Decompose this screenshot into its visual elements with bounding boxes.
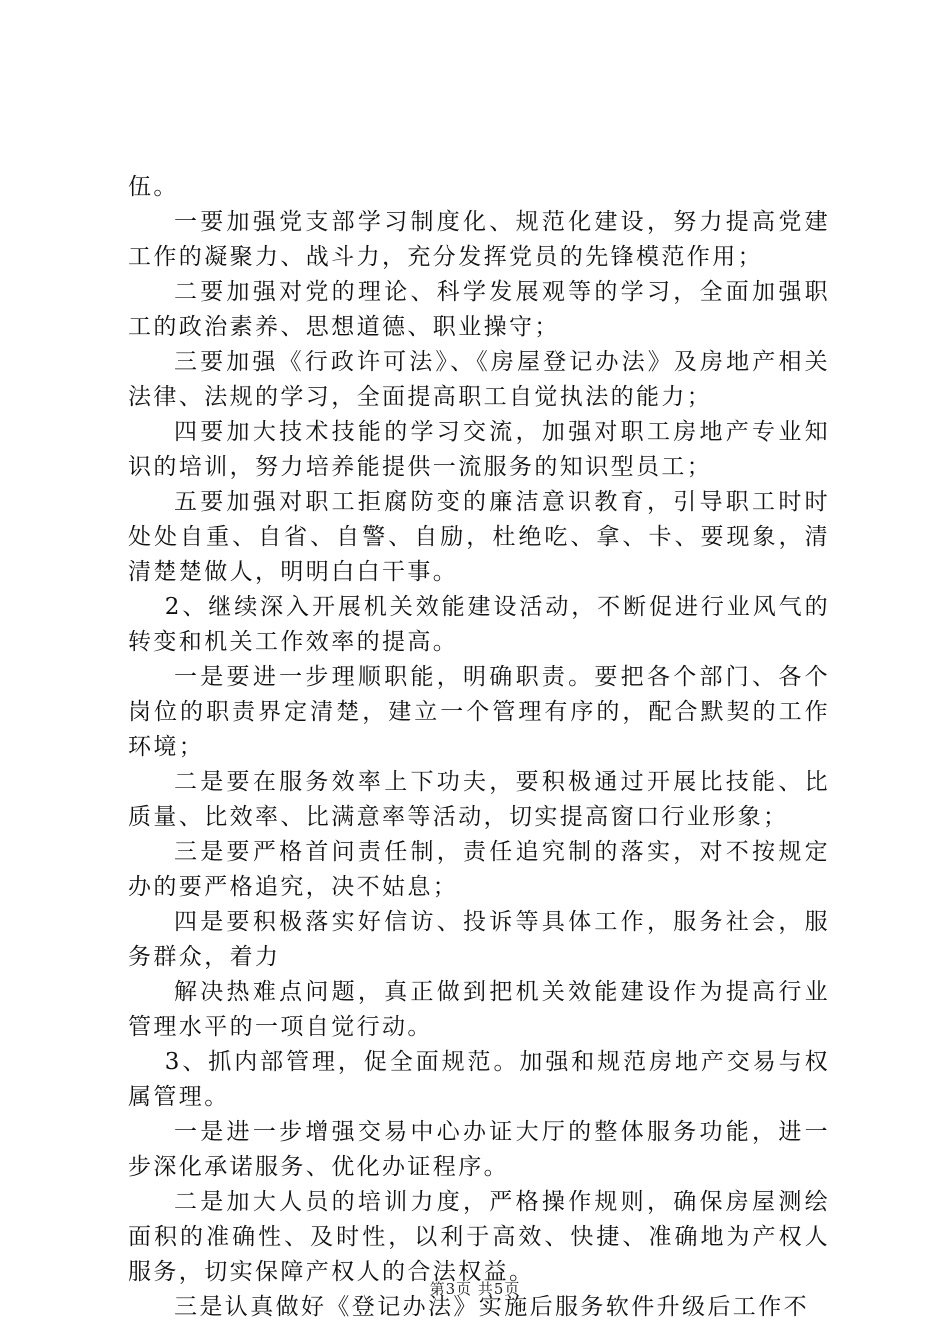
paragraph-8: 一是要进一步理顺职能，明确职责。要把各个部门、各个岗位的职责界定清楚，建立一个管理有序的，配合默契的工作环境；: [128, 664, 830, 760]
paragraph-7: 2、继续深入开展机关效能建设活动，不断促进行业风气的转变和机关工作效率的提高。: [128, 594, 830, 655]
paragraph-1: 伍。: [128, 174, 179, 200]
paragraph-15: 二是加大人员的培训力度，严格操作规则，确保房屋测绘面积的准确性、及时性，以利于高效、快捷、准确地为产权人服务，切实保障产权人的合法权益。: [128, 1189, 830, 1285]
paragraph-4: 三要加强《行政许可法》、《房屋登记办法》及房地产相关法律、法规的学习，全面提高职工自觉执法的能力；: [128, 349, 830, 410]
paragraph-13: 3、抓内部管理，促全面规范。加强和规范房地产交易与权属管理。: [128, 1049, 830, 1110]
document-body: [128, 170, 830, 1325]
page-footer: [0, 1278, 950, 1299]
page-number-label: 第3页 共5页: [429, 1280, 521, 1298]
paragraph-16: 三是认真做好《登记办法》实施后服务软件升级后工作不: [174, 1294, 809, 1320]
paragraph-14: 一是进一步增强交易中心办证大厅的整体服务功能，进一步深化承诺服务、优化办证程序。: [128, 1119, 830, 1180]
paragraph-6: 五要加强对职工拒腐防变的廉洁意识教育，引导职工时时处处自重、自省、自警、自励，杜绝吃、拿、卡、要现象，清清楚楚做人，明明白白干事。: [128, 489, 830, 585]
paragraph-12: 解决热难点问题，真正做到把机关效能建设作为提高行业管理水平的一项自觉行动。: [128, 979, 830, 1040]
paragraph-11: 四是要积极落实好信访、投诉等具体工作，服务社会，服务群众，着力: [128, 909, 830, 970]
paragraph-5: 四要加大技术技能的学习交流，加强对职工房地产专业知识的培训，努力培养能提供一流服务的知识型员工；: [128, 419, 830, 480]
paragraph-10: 三是要严格首问责任制，责任追究制的落实，对不按规定办的要严格追究，决不姑息；: [128, 839, 830, 900]
paragraph-3: 二要加强对党的理论、科学发展观等的学习，全面加强职工的政治素养、思想道德、职业操守；: [128, 279, 830, 340]
paragraph-2: 一要加强党支部学习制度化、规范化建设，努力提高党建工作的凝聚力、战斗力，充分发挥党员的先锋模范作用；: [128, 209, 830, 270]
paragraph-9: 二是要在服务效率上下功夫，要积极通过开展比技能、比质量、比效率、比满意率等活动，切实提高窗口行业形象；: [128, 769, 830, 830]
